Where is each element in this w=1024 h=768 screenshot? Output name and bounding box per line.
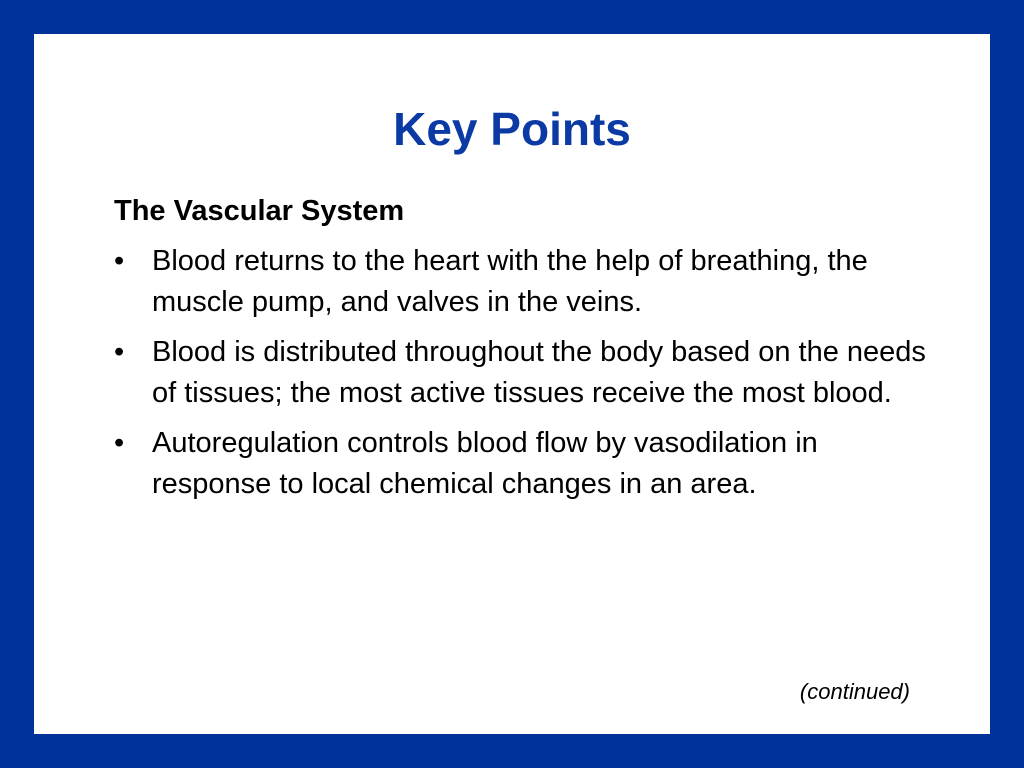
section-heading: The Vascular System [114,195,405,227]
slide-title: Key Points [393,103,631,155]
bullet-text: Blood is distributed throughout the body based on the needs of tissues; the most active tissues receive the most blood. [152,336,926,409]
bullet-item [114,332,944,414]
bullet-dot-icon: • [114,336,125,368]
bullet-dot-icon: • [114,427,125,459]
bullet-dot-icon: • [114,245,125,277]
bullet-list [114,241,944,514]
slide-canvas [34,34,990,734]
bullet-text: Blood returns to the heart with the help of breathing, the muscle pump, and valves in the veins. [152,245,868,318]
bullet-item [114,423,944,505]
continued-note: (continued) [799,679,910,704]
bullet-item [114,241,944,323]
bullet-text: Autoregulation controls blood flow by vasodilation in response to local chemical changes in an area. [152,427,818,500]
